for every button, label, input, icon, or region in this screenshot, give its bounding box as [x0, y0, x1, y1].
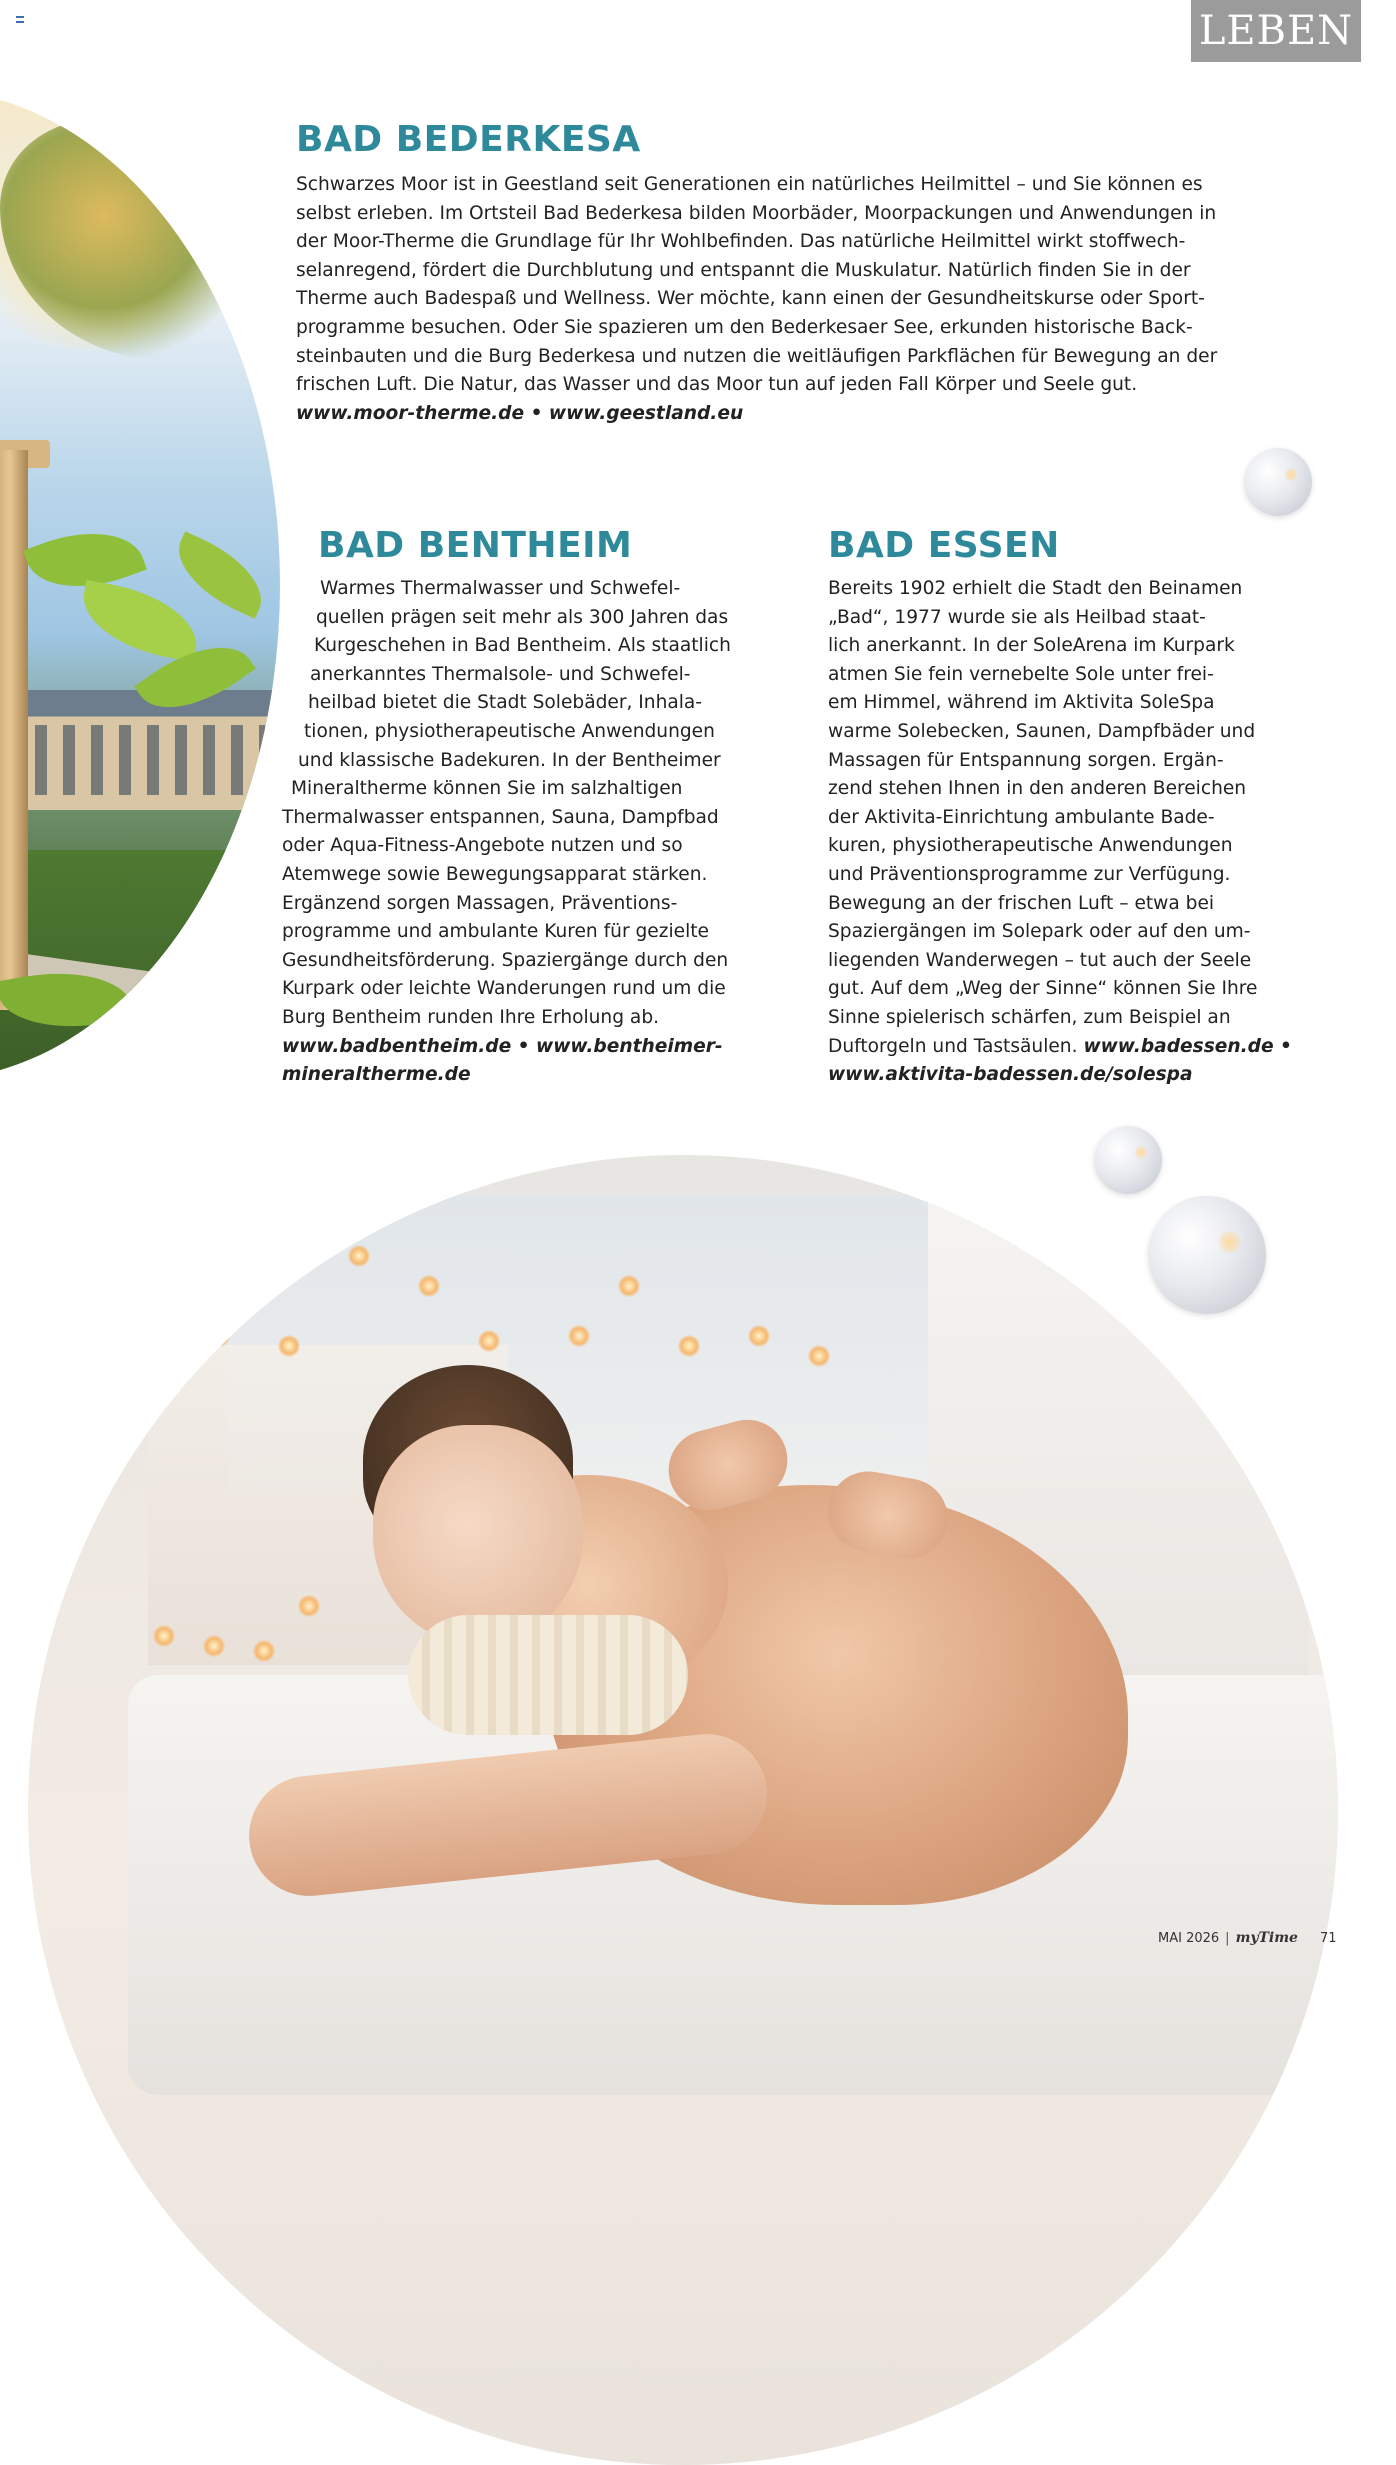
text-line: der Aktivita-Einrichtung ambulante Bade-	[828, 806, 1215, 828]
article-links[interactable]: mineraltherme.de	[282, 1064, 471, 1086]
article-body-bad-bederkesa	[296, 171, 1217, 428]
article-links[interactable]: www.aktivita-badessen.de/solespa	[828, 1064, 1193, 1086]
section-tag: LEBEN	[1191, 0, 1361, 62]
article-links[interactable]: www.badbentheim.de • www.bentheimer-	[282, 1035, 723, 1057]
article-link[interactable]: www.badessen.de •	[1083, 1035, 1292, 1057]
text-line: Mineraltherme können Sie im salzhaltigen	[291, 778, 683, 800]
page-footer	[1158, 1928, 1337, 1948]
text-line: Spaziergängen im Solepark oder auf den um-	[828, 921, 1251, 943]
text-line: Therme auch Badespaß und Wellness. Wer möchte, kann einen der Gesundheitskurse oder Sport-	[296, 288, 1205, 310]
text-line: tionen, physiotherapeutische Anwendungen	[304, 720, 715, 742]
article-links[interactable]: www.moor-therme.de • www.geestland.eu	[296, 402, 744, 424]
text-line: atmen Sie fein vernebelte Sole unter frei-	[828, 663, 1214, 685]
text-line: Kurgeschehen in Bad Bentheim. Als staatlich	[314, 635, 731, 657]
article-title-bad-bentheim: BAD BENTHEIM	[318, 525, 633, 566]
text-line: em Himmel, während im Aktivita SoleSpa	[828, 692, 1215, 714]
page-number: 71	[1319, 1930, 1337, 1946]
decorative-bubble	[1244, 448, 1312, 516]
text-line: lich anerkannt. In der SoleArena im Kurpark	[828, 635, 1235, 657]
article-body-bad-essen	[828, 575, 1292, 1090]
text-line: und Präventionsprogramme zur Verfügung.	[828, 863, 1231, 885]
text-line: programme besuchen. Oder Sie spazieren um den Bederkesaer See, erkunden historische Back-	[296, 316, 1193, 338]
text-line: und klassische Badekuren. In der Bentheimer	[298, 749, 721, 771]
text-line: Massagen für Entspannung sorgen. Ergän-	[828, 749, 1224, 771]
issue-date: MAI 2026	[1158, 1930, 1220, 1946]
article-title-bad-essen: BAD ESSEN	[828, 525, 1060, 566]
text-line: kuren, physiotherapeutische Anwendungen	[828, 835, 1233, 857]
spa-massage-photo	[28, 1155, 1338, 2465]
text-line: selbst erleben. Im Ortsteil Bad Bederkesa bilden Moorbäder, Moorpackungen und Anwendungen in	[296, 202, 1217, 224]
text-line: liegenden Wanderwegen – tut auch der Seele	[828, 949, 1252, 971]
text-line: anerkanntes Thermalsole- und Schwefel-	[310, 663, 691, 685]
text-line-with-link	[828, 1033, 1292, 1062]
text-line: der Moor-Therme die Grundlage für Ihr Wohlbefinden. Das natürliche Heilmittel wirkt stoffwech-	[296, 231, 1186, 253]
text-line: Atemwege sowie Bewegungsapparat stärken.	[282, 863, 708, 885]
text-line: warme Solebecken, Saunen, Dampfbäder und	[828, 720, 1256, 742]
corner-mark	[16, 16, 24, 23]
text-line: gut. Auf dem „Weg der Sinne“ können Sie Ihre	[828, 978, 1258, 1000]
text-line: Bereits 1902 erhielt die Stadt den Beinamen	[828, 578, 1243, 599]
separator: |	[1225, 1930, 1230, 1946]
text-line: Burg Bentheim runden Ihre Erholung ab.	[282, 1006, 660, 1028]
article-body-bad-bentheim	[282, 575, 731, 1090]
text-line: programme und ambulante Kuren für gezielte	[282, 921, 710, 943]
text-line: Thermalwasser entspannen, Sauna, Dampfbad	[282, 806, 719, 828]
text-line: quellen prägen seit mehr als 300 Jahren das	[316, 606, 729, 628]
text-line: „Bad“, 1977 wurde sie als Heilbad staat-	[828, 606, 1206, 628]
text-line: zend stehen Ihnen in den anderen Bereichen	[828, 778, 1247, 800]
text-line: Schwarzes Moor ist in Geestland seit Generationen ein natürliches Heilmittel – und Sie können es	[296, 174, 1203, 195]
text-line: oder Aqua-Fitness-Angebote nutzen und so	[282, 835, 683, 857]
text-line: Kurpark oder leichte Wanderungen rund um die	[282, 978, 726, 1000]
text-line: selanregend, fördert die Durchblutung und entspannt die Muskulatur. Natürlich finden Sie in der	[296, 259, 1191, 281]
text-line: frischen Luft. Die Natur, das Wasser und das Moor tun auf jeden Fall Körper und Seele gut.	[296, 374, 1138, 396]
text-line: Ergänzend sorgen Massagen, Präventions-	[282, 892, 678, 914]
text-line: heilbad bietet die Stadt Solebäder, Inhala-	[308, 692, 703, 714]
text-line: steinbauten und die Burg Bederkesa und nutzen die weitläufigen Parkflächen für Bewegung an der	[296, 345, 1218, 367]
text-line: Duftorgeln und Tastsäulen.	[828, 1035, 1078, 1057]
palace-leaves-photo	[0, 90, 280, 1080]
text-line: Bewegung an der frischen Luft – etwa bei	[828, 892, 1215, 914]
text-line: Sinne spielerisch schärfen, zum Beispiel an	[828, 1006, 1231, 1028]
article-title-bad-bederkesa: BAD BEDERKESA	[296, 119, 641, 160]
text-line: Warmes Thermalwasser und Schwefel-	[320, 578, 681, 599]
text-line: Gesundheitsförderung. Spaziergänge durch den	[282, 949, 729, 971]
magazine-logo: myTime	[1235, 1930, 1298, 1946]
